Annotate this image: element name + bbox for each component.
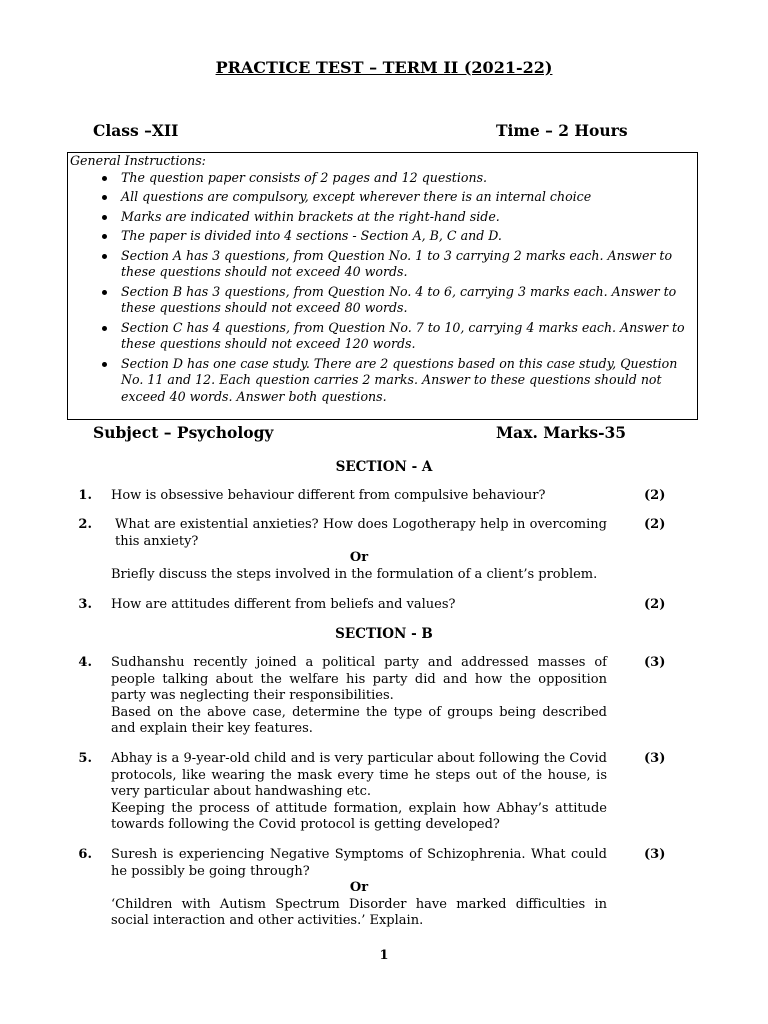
instruction-item: Marks are indicated within brackets at the right-hand side. — [121, 209, 691, 226]
max-marks-label: Max. Marks-35 — [496, 423, 627, 442]
question-text: Sudhanshu recently joined a political party and addressed masses of people talking about the welfare his party did and how the opposition party was neglecting their responsibilities. — [111, 655, 607, 703]
question-text: Suresh is experiencing Negative Symptoms of Schizophrenia. What could he possibly be going through? — [111, 847, 607, 879]
instruction-item: Section D has one case study. There are 2 questions based on this case study, Question No. 11 and 12. Each question carries 2 marks. Answer to these questions should not exceed 40 words. Answer both questions. — [121, 356, 691, 406]
instruction-item: Section B has 3 questions, from Question No. 4 to 6, carrying 3 marks each. Answer to these questions should not exceed 80 words. — [121, 284, 691, 317]
or-separator: Or — [349, 880, 369, 895]
instruction-item: Section C has 4 questions, from Question No. 7 to 10, carrying 4 marks each. Answer to these questions should not exceed 120 words. — [121, 320, 691, 353]
section-a-heading: SECTION - A — [335, 459, 433, 475]
alternative-question-text: ‘Children with Autism Spectrum Disorder have marked difficulties in social interaction and other activities.’ Explain. — [111, 896, 607, 928]
question-number: 5. — [78, 751, 92, 766]
question-marks: (2) — [644, 597, 666, 612]
instruction-item: The question paper consists of 2 pages and 12 questions. — [121, 170, 691, 187]
alternative-question-text: Briefly discuss the steps involved in the formulation of a client’s problem. — [111, 566, 598, 582]
question-text: Abhay is a 9-year-old child and is very particular about following the Covid protocols, like wearing the mask every time he steps out of the house, is very particular about handwashing etc. — [111, 751, 607, 799]
question-number: 3. — [78, 597, 92, 612]
question-marks: (2) — [644, 488, 666, 503]
instruction-item: All questions are compulsory, except wherever there is an internal choice — [121, 189, 691, 206]
section-b-heading: SECTION - B — [335, 626, 433, 642]
question-marks: (2) — [644, 517, 666, 532]
question-text: How are attitudes different from beliefs and values? — [111, 597, 456, 612]
question-subtext: Based on the above case, determine the type of groups being described and explain their key features. — [111, 704, 607, 736]
question-number: 4. — [78, 655, 92, 670]
question-subtext: Keeping the process of attitude formation, explain how Abhay’s attitude towards following the Covid protocol is getting developed? — [111, 800, 607, 832]
or-separator: Or — [349, 550, 369, 565]
question-number: 1. — [78, 488, 92, 503]
question-number: 6. — [78, 847, 92, 862]
paper-title: PRACTICE TEST – TERM II (2021-22) — [215, 58, 553, 77]
question-number: 2. — [78, 517, 92, 532]
question-marks: (3) — [644, 751, 666, 766]
class-label: Class –XII — [93, 121, 179, 140]
question-text: How is obsessive behaviour different from compulsive behaviour? — [111, 488, 546, 503]
instruction-item: Section A has 3 questions, from Question No. 1 to 3 carrying 2 marks each. Answer to these questions should not exceed 40 words. — [121, 248, 691, 281]
question-text: What are existential anxieties? How does Logotherapy help in overcoming this anxiety? — [115, 517, 607, 549]
instructions-heading: General Instructions: — [70, 153, 206, 168]
question-marks: (3) — [644, 655, 666, 670]
page-number: 1 — [379, 948, 389, 963]
instruction-item: The paper is divided into 4 sections - Section A, B, C and D. — [121, 228, 691, 245]
question-marks: (3) — [644, 847, 666, 862]
general-instructions-box — [67, 152, 698, 420]
instructions-list — [70, 170, 691, 406]
time-label: Time – 2 Hours — [496, 121, 628, 140]
subject-label: Subject – Psychology — [93, 423, 274, 442]
